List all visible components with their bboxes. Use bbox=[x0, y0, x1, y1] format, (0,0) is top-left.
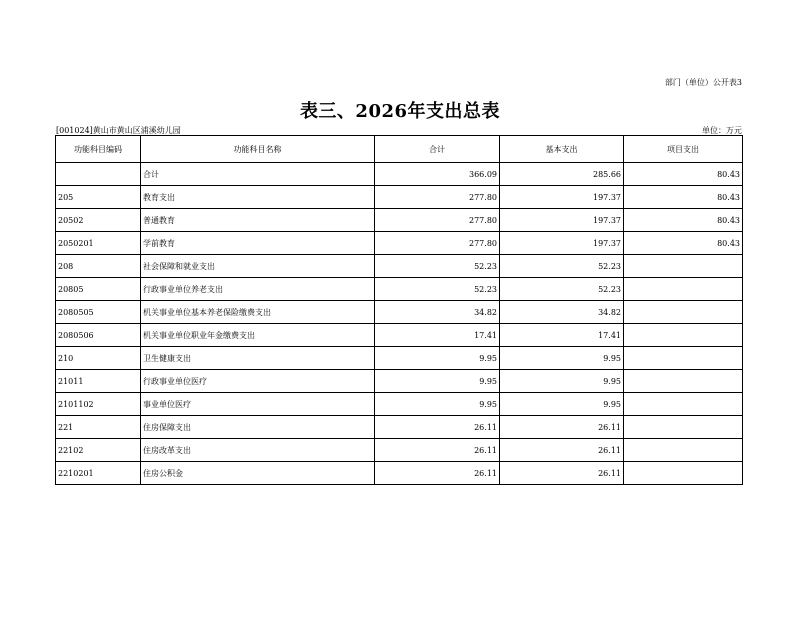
cell-name: 行政事业单位医疗 bbox=[141, 370, 375, 393]
cell-project: 80.43 bbox=[624, 163, 743, 186]
cell-basic: 34.82 bbox=[500, 301, 624, 324]
page-title: 表三、2026年支出总表 bbox=[299, 101, 501, 122]
table-body bbox=[56, 163, 743, 485]
table-row bbox=[56, 393, 743, 416]
cell-name: 行政事业单位养老支出 bbox=[141, 278, 375, 301]
cell-total: 26.11 bbox=[375, 439, 500, 462]
cell-total: 277.80 bbox=[375, 209, 500, 232]
cell-code: 2050201 bbox=[56, 232, 141, 255]
column-header-code: 功能科目编码 bbox=[56, 136, 141, 163]
cell-name: 教育支出 bbox=[141, 186, 375, 209]
cell-basic: 52.23 bbox=[500, 255, 624, 278]
cell-basic: 197.37 bbox=[500, 232, 624, 255]
table-row bbox=[56, 370, 743, 393]
cell-project: 80.43 bbox=[624, 232, 743, 255]
cell-code: 210 bbox=[56, 347, 141, 370]
cell-code: 20805 bbox=[56, 278, 141, 301]
column-header-basic: 基本支出 bbox=[500, 136, 624, 163]
cell-name: 社会保障和就业支出 bbox=[141, 255, 375, 278]
table-row bbox=[56, 278, 743, 301]
cell-code bbox=[56, 163, 141, 186]
expenditure-table bbox=[55, 135, 743, 485]
cell-project bbox=[624, 393, 743, 416]
column-header-name: 功能科目名称 bbox=[141, 136, 375, 163]
cell-project bbox=[624, 416, 743, 439]
table-row bbox=[56, 324, 743, 347]
cell-total: 9.95 bbox=[375, 393, 500, 416]
cell-project bbox=[624, 255, 743, 278]
cell-code: 20502 bbox=[56, 209, 141, 232]
cell-code: 2080505 bbox=[56, 301, 141, 324]
cell-basic: 9.95 bbox=[500, 370, 624, 393]
cell-code: 221 bbox=[56, 416, 141, 439]
table-number-label: 部门（单位）公开表3 bbox=[664, 78, 742, 87]
table-row bbox=[56, 347, 743, 370]
cell-total: 52.23 bbox=[375, 278, 500, 301]
cell-name: 机关事业单位职业年金缴费支出 bbox=[141, 324, 375, 347]
table-row bbox=[56, 232, 743, 255]
cell-code: 205 bbox=[56, 186, 141, 209]
table-row bbox=[56, 301, 743, 324]
cell-code: 22102 bbox=[56, 439, 141, 462]
cell-basic: 285.66 bbox=[500, 163, 624, 186]
cell-basic: 9.95 bbox=[500, 347, 624, 370]
cell-total: 277.80 bbox=[375, 232, 500, 255]
organization-label: [001024]黄山市黄山区浦溪幼儿园 bbox=[56, 126, 181, 135]
table-header-row bbox=[56, 136, 743, 163]
cell-total: 9.95 bbox=[375, 347, 500, 370]
table-row bbox=[56, 186, 743, 209]
cell-project bbox=[624, 370, 743, 393]
column-header-project: 项目支出 bbox=[624, 136, 743, 163]
cell-project: 80.43 bbox=[624, 186, 743, 209]
table-row bbox=[56, 255, 743, 278]
table-row bbox=[56, 416, 743, 439]
column-header-total: 合计 bbox=[375, 136, 500, 163]
cell-name: 合计 bbox=[141, 163, 375, 186]
cell-name: 住房保障支出 bbox=[141, 416, 375, 439]
cell-project bbox=[624, 278, 743, 301]
cell-project bbox=[624, 324, 743, 347]
unit-label: 单位：万元 bbox=[702, 126, 742, 135]
cell-basic: 52.23 bbox=[500, 278, 624, 301]
cell-total: 52.23 bbox=[375, 255, 500, 278]
cell-code: 2080506 bbox=[56, 324, 141, 347]
cell-project bbox=[624, 462, 743, 485]
cell-code: 2210201 bbox=[56, 462, 141, 485]
cell-name: 机关事业单位基本养老保险缴费支出 bbox=[141, 301, 375, 324]
cell-total: 26.11 bbox=[375, 416, 500, 439]
cell-project bbox=[624, 347, 743, 370]
cell-total: 366.09 bbox=[375, 163, 500, 186]
table-row bbox=[56, 209, 743, 232]
cell-total: 26.11 bbox=[375, 462, 500, 485]
cell-total: 17.41 bbox=[375, 324, 500, 347]
cell-total: 34.82 bbox=[375, 301, 500, 324]
cell-code: 2101102 bbox=[56, 393, 141, 416]
cell-code: 21011 bbox=[56, 370, 141, 393]
cell-basic: 9.95 bbox=[500, 393, 624, 416]
cell-name: 住房公积金 bbox=[141, 462, 375, 485]
cell-name: 普通教育 bbox=[141, 209, 375, 232]
cell-total: 277.80 bbox=[375, 186, 500, 209]
table-row bbox=[56, 163, 743, 186]
cell-basic: 17.41 bbox=[500, 324, 624, 347]
cell-project bbox=[624, 301, 743, 324]
cell-basic: 26.11 bbox=[500, 439, 624, 462]
table-row bbox=[56, 462, 743, 485]
cell-basic: 197.37 bbox=[500, 186, 624, 209]
cell-total: 9.95 bbox=[375, 370, 500, 393]
cell-name: 事业单位医疗 bbox=[141, 393, 375, 416]
cell-project bbox=[624, 439, 743, 462]
cell-name: 卫生健康支出 bbox=[141, 347, 375, 370]
cell-project: 80.43 bbox=[624, 209, 743, 232]
table-row bbox=[56, 439, 743, 462]
cell-basic: 26.11 bbox=[500, 416, 624, 439]
cell-basic: 197.37 bbox=[500, 209, 624, 232]
cell-name: 学前教育 bbox=[141, 232, 375, 255]
cell-basic: 26.11 bbox=[500, 462, 624, 485]
cell-name: 住房改革支出 bbox=[141, 439, 375, 462]
cell-code: 208 bbox=[56, 255, 141, 278]
